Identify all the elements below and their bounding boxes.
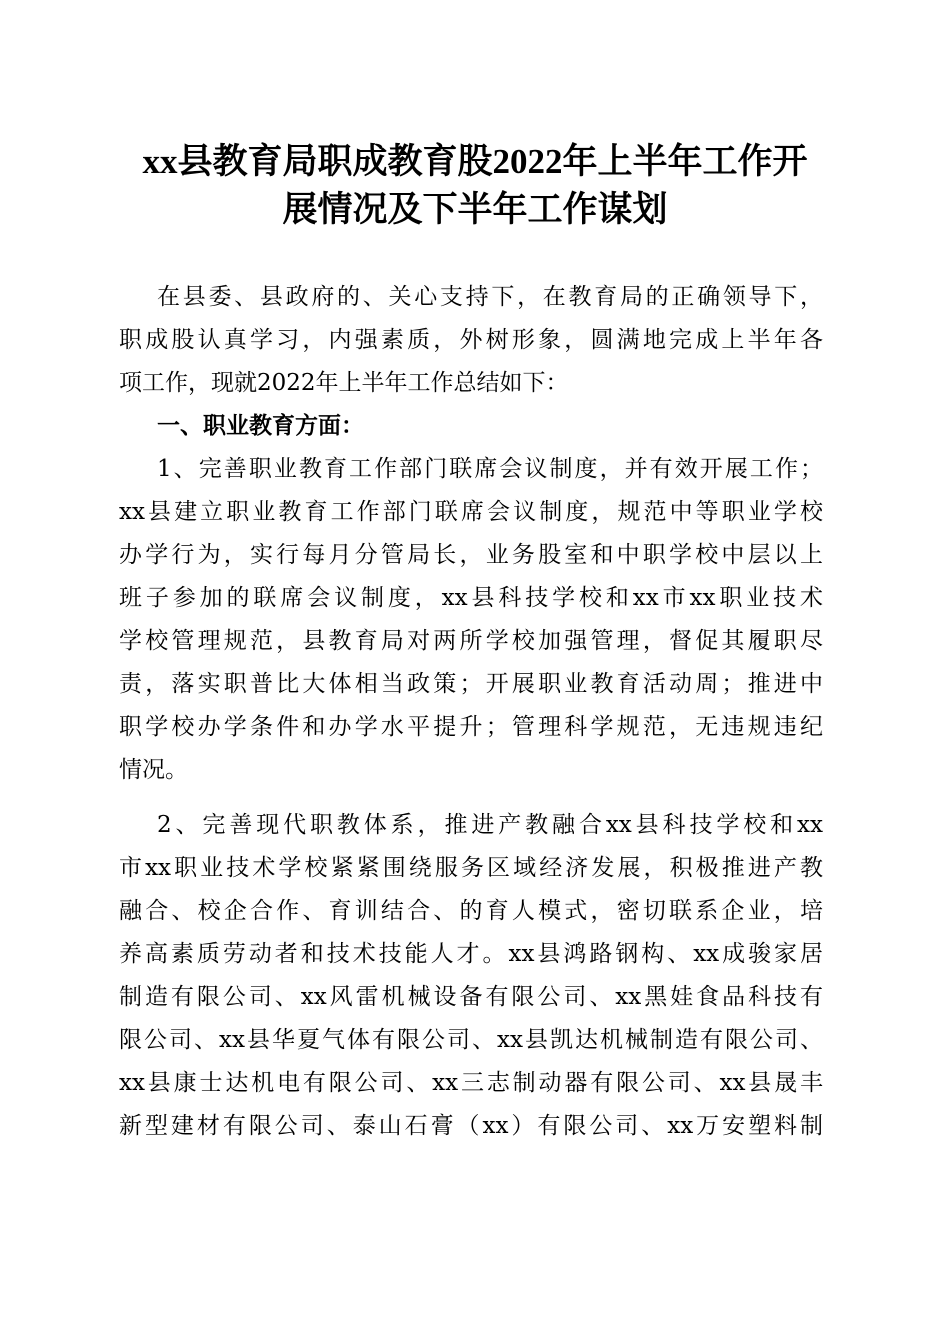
text-line: 学校管理规范，县教育局对两所学校加强管理，督促其履职尽 [119,628,823,654]
text-line: 限公司、xx县华夏气体有限公司、xx县凯达机械制造有限公司、 [119,1027,823,1053]
text-line: xx县建立职业教育工作部门联席会议制度，规范中等职业学校 [119,499,823,525]
text-line: 制造有限公司、xx风雷机械设备有限公司、xx黑娃食品科技有 [119,984,823,1010]
text-line: 新型建材有限公司、泰山石膏（xx）有限公司、xx万安塑料制 [119,1113,823,1139]
text-line: 养高素质劳动者和技术技能人才。xx县鸿路钢构、xx成骏家居 [119,941,823,967]
text-line: 市xx职业技术学校紧紧围绕服务区域经济发展，积极推进产教 [119,855,823,881]
title-line: 展情况及下半年工作谋划 [282,190,668,229]
text-line: 融合、校企合作、育训结合、的育人模式，密切联系企业，培 [119,898,823,924]
text-line: 班子参加的联席会议制度，xx县科技学校和xx市xx职业技术 [119,585,823,611]
text-line: 责，落实职普比大体相当政策；开展职业教育活动周；推进中 [119,671,823,697]
title-line: xx县教育局职成教育股2022年上半年工作开 [142,142,808,181]
text-line: 2、完善现代职教体系，推进产教融合xx县科技学校和xx [157,812,823,838]
text-line: 职学校办学条件和办学水平提升；管理科学规范，无违规违纪 [119,714,823,740]
item-2-paragraph [119,804,823,1148]
document-body [119,276,823,1148]
text-line: 1、完善职业教育工作部门联席会议制度，并有效开展工作； [157,456,823,482]
section-heading: 一、职业教育方面： [157,413,364,439]
text-line: 项工作，现就2022年上半年工作总结如下： [119,370,569,396]
intro-paragraph [119,276,823,405]
item-1-paragraph [119,448,823,792]
text-line: 在县委、县政府的、关心支持下，在教育局的正确领导下， [157,284,823,310]
text-line: xx县康士达机电有限公司、xx三志制动器有限公司、xx县晟丰 [119,1070,823,1096]
text-line: 办学行为，实行每月分管局长，业务股室和中职学校中层以上 [119,542,823,568]
text-line: 情况。 [119,757,188,783]
text-line: 职成股认真学习，内强素质，外树形象，圆满地完成上半年各 [119,327,823,353]
document-title [0,138,950,234]
